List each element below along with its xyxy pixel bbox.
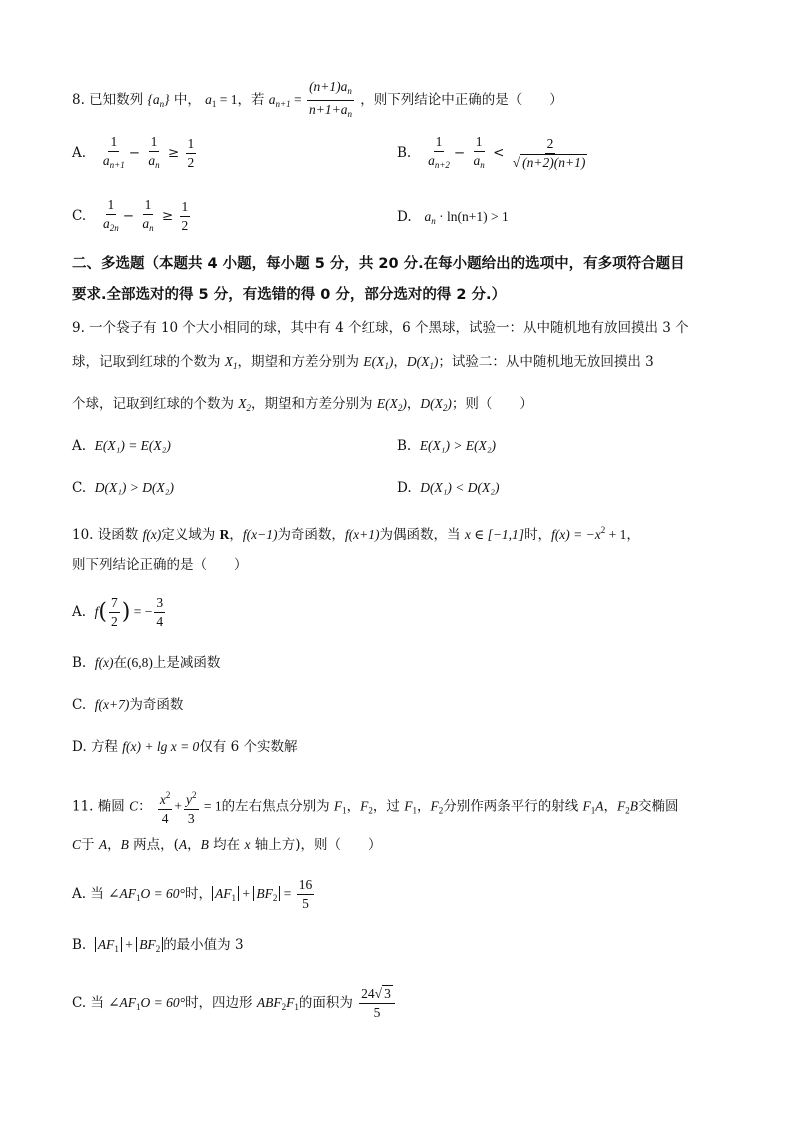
q8-suffix: ，则下列结论中正确的是（ ） [360,92,563,108]
ray2-end: B [629,798,639,814]
q8-stem: 8. 已知数列 $\{a_n\}$ 中， $a_1 = 1$，若 $a_{n+1}$ = $\frac{(n+1)a_n}{n+1+a_n}$ ，则下列结论中正确的是（ ） [72,78,563,123]
frac [140,196,155,237]
focus-f2: F [360,798,369,814]
option-label: A. [72,886,87,902]
option-interval: (6,8) [127,655,153,670]
frac-den: 4 [156,614,164,629]
frac [297,876,315,913]
relation: ≥ [161,208,174,224]
frac-den [146,152,161,174]
den-a: a [148,153,156,168]
frac-num: 1 [108,133,119,152]
den-a: a [142,216,150,231]
q10-math: x ∈ [−1,1] [464,527,525,542]
option-text: 为奇函数 [129,697,184,713]
frac-den [472,152,487,174]
option-expr: f(x+7) [94,697,130,712]
frac [146,133,161,174]
sqrt-radicand: 3 [384,986,391,1001]
q8-rec-num-sub: n [347,86,352,96]
q11-text: 11. 椭圆 [72,798,130,815]
option-expr: f(x) + lg x = 0 [122,739,200,754]
q11-text: 交椭圆 [638,798,679,815]
sub: 1 [294,1002,299,1012]
option-text: 当 ∠ [90,886,120,902]
q8-option-b: B. $\frac{1}{a_{n+2}}$ − $\frac{1}{a_n}$ < $\frac{2}{√ (n+2)(n+1)}$ [397,133,591,174]
frac-num: 1 [149,133,160,152]
expr-rest: · ln(n+1) > 1 [435,209,509,224]
frac [511,135,590,172]
q9-d-x2: $D(X_2)$ [420,396,452,413]
ray2: F [617,798,626,814]
q9-text: ；则（ ） [451,396,533,412]
q11-text: ， [346,798,361,815]
den-sub: 2n [109,223,119,233]
q8-rec-den-sub: n [347,109,352,119]
q11-option-a [72,876,316,913]
q10-text: 为偶函数，当 [379,527,465,543]
q9-line2 [72,352,654,376]
sub: 2 [368,805,373,816]
option-text: 时， [184,886,212,902]
frac-num [158,786,173,810]
abs-text: AF [214,886,232,901]
plus: + [174,798,182,814]
num-coef: 24 [361,986,375,1001]
q11-math: A [178,837,188,852]
frac [101,196,121,237]
q11-text: ， [416,798,431,815]
q10-sup: 2 [600,525,606,535]
frac-den: 2 [111,614,118,629]
option-expr: D(X₁) > D(X₂) [94,480,174,495]
option-label: B. [72,937,87,953]
q11-math: A [98,837,108,852]
option-label: D. [397,209,412,225]
option-label: B. [72,655,87,671]
q8-init-sub: 1 [211,99,217,109]
sub: 1 [114,944,119,954]
frac-num: 1 [180,198,191,217]
q8-rec-den [307,101,354,123]
q11-math: x [244,837,251,852]
den-sub: n [480,160,485,170]
frac [472,133,487,174]
q9-line1: 9. 一个袋子有 10 个大小相同的球，其中有 4 个红球，6 个黑球，试验一：从中随机地有放回摸出 3 个 [72,320,689,336]
plus: + [238,886,254,901]
option-label: D. [397,480,412,496]
equals: = [280,886,295,901]
frac-den: 5 [373,1005,381,1020]
den-a: a [473,153,481,168]
q10-option-d [72,737,297,757]
option-expr: D(X₁) < D(X₂) [420,480,500,495]
q8-rec-fraction [307,78,354,123]
q8-seq [147,92,169,107]
q10-math: + 1 [605,527,627,542]
sub: 2 [281,1002,287,1012]
q9-text: ， [393,354,407,370]
den-sub: n [149,223,154,233]
q8-rec-num [307,78,354,101]
q8-seq-sub: n [159,99,165,109]
q10-math: f(x−1) [242,527,278,542]
sup: 2 [192,790,197,800]
angle-end: O = 60° [140,995,186,1010]
frac-num: 24√ 3 [359,985,395,1004]
option-expr: E(X₁) = E(X₂) [94,438,171,453]
frac [184,786,199,828]
option-expr: E(X₁) > E(X₂) [419,438,497,453]
sub: 1 [590,805,596,816]
q10-text: 定义域为 [161,527,220,543]
q11-text: 均在 [208,837,245,853]
option-text: 的面积为 [298,995,358,1011]
plus: + [121,937,137,952]
q11-text: ， [107,837,121,853]
option-label: C. [72,697,87,713]
q8-rec-num-text: (n+1)a [309,79,348,94]
q11-math: B [200,837,209,852]
option-label: A. [72,438,87,454]
q9-e-x2: $E(X_2)$ [376,396,407,413]
q10-text: 10. 设函数 [72,527,143,543]
option-text: 上是减函数 [152,655,221,671]
q9-text: 个球，记取到红球的个数为 [72,396,239,412]
den-sub: n [155,160,160,170]
q8-mid: 中， [173,92,201,108]
den-a: a [428,153,435,168]
q8-option-a: A. $\frac{1}{a_{n+1}}$ − $\frac{1}{a_n}$ ≥ $\frac{1}{2}$ [72,133,198,174]
q11-text: ，过 [372,798,405,815]
option-eq: = − [130,604,153,619]
frac [180,198,191,235]
q8-option-d [397,207,509,231]
frac [109,594,120,631]
expr-sub: n [431,216,436,226]
q11-text: 于 [81,837,99,853]
frac-den: √ (n+2)(n+1) [512,155,586,170]
frac [101,133,127,174]
q8-rec-lhs: a [268,92,276,107]
ray1: F [582,798,591,814]
q9-text: 球，记取到红球的个数为 [72,354,225,370]
option-label: B. [397,438,412,454]
q9-option-b [397,436,496,456]
angle: AF [119,886,136,901]
frac-den [140,215,155,237]
q8-init-val: = 1，若 [216,92,265,107]
q10-text: 为奇函数， [277,527,345,543]
frac-den [101,215,121,237]
q9-d-x1: $D(X_1)$ [406,354,439,371]
frac-num: 2 [545,135,556,154]
q9-text: ， [406,396,421,412]
abs-text: BF [256,886,273,901]
q11-text: 分别作两条平行的射线 [443,798,583,815]
frac-num [184,786,199,810]
q11-option-b [72,935,244,959]
relation: ≥ [167,145,180,161]
q8-seq-a: {a [147,92,160,107]
q9-e-x1: $E(X_1)$ [363,354,394,371]
option-func: f [94,604,99,619]
frac-den: 4 [161,811,169,826]
section-heading-line1: 二、多选题（本题共 4 小题，每小题 5 分，共 20 分.在每小题给出的选项中，有多项符合题目 [72,256,685,272]
option-label: A. [72,604,87,620]
option-expr: f(x) [94,655,114,670]
abs-text: AF [97,937,115,952]
sqrt-radicand: (n+2)(n+1) [522,155,586,170]
frac-num: 16 [297,876,315,895]
q8-seq-end: } [164,92,170,107]
q8-rec-den-text: n+1+a [309,102,348,117]
q9-line3 [72,394,533,418]
frac [154,594,165,631]
q10-math: f(x+1) [344,527,380,542]
q10-text: ， [229,527,243,543]
var-x: x [159,792,166,807]
option-label: C. [72,208,87,224]
abs-af1 [212,886,239,901]
den-a: a [103,216,110,231]
abs-bf2 [253,886,280,901]
option-text: 的最小值为 3 [163,937,244,953]
angle: AF [119,995,137,1010]
sub: 1 [342,805,347,816]
frac-den: 3 [187,811,195,826]
frac-num: 1 [186,135,197,154]
den-sub: n+2 [434,160,450,170]
q10-text: 时， [524,527,552,543]
q9-text: ，期望和方差分别为 [251,396,377,412]
frac [426,133,452,174]
q11-text: 轴上方)，则（ ） [250,837,382,853]
q8-init: a [205,92,212,107]
option-label: A. [72,145,87,161]
sub: 2 [625,805,630,816]
section-heading-line2: 要求.全部选对的得 5 分，有选错的得 0 分，部分选对的得 2 分.） [72,287,507,303]
sub: 1 [231,893,236,903]
var-y: y [186,792,192,807]
frac-num: 7 [109,594,120,613]
q11-line1: 11. 椭圆 C： $\frac{x^2}{4}$ + $\frac{y^2}{3}$ = 1的左右焦点分别为 $F_1$，$F_2$，过 $F_1$，$F_2$分别作两条平行的射线 $F_1A$，$F_2B$交椭圆 [72,786,679,828]
q11-ellipse-name: C [129,798,139,814]
quad-mid: F [286,995,295,1010]
q11-math: C [72,837,82,852]
frac-den [426,152,452,174]
q9-option-d [397,478,499,498]
q11-text: ， [187,837,201,853]
frac [186,135,197,172]
q9-text: ，期望和方差分别为 [237,354,364,370]
q11-text: 两点，( [128,837,179,853]
frac-den: 5 [302,896,309,911]
q11-text: ： [138,798,152,815]
q10-option-c [72,695,183,715]
angle-end: O = 60° [140,886,185,901]
frac-num: 1 [143,196,154,215]
equals: = 1 [200,798,222,814]
option-text: 在 [113,655,128,671]
frac-num: 1 [474,133,485,152]
option-text: 方程 [90,739,123,755]
focus-f1: F [333,798,343,814]
q9-x1: $X_1$ [224,354,238,371]
sup: 2 [165,790,171,800]
sub: 2 [155,944,161,954]
quad: ABF [256,995,282,1010]
frac-num: 3 [154,594,165,613]
q10-math: f(x) = −x [551,527,601,542]
frac-num: 1 [434,133,445,152]
q11-math: B [120,837,129,852]
frac-num: 1 [106,196,117,215]
relation: < [493,145,505,161]
option-label: B. [397,145,412,161]
option-text: 仅有 6 个实数解 [199,739,298,755]
q10-text: ， [626,527,640,543]
q11-option-c [72,985,397,1022]
q10-option-a: A. f( $\frac{7}{2}$ ) = − $\frac{3}{4}$ [72,595,164,629]
abs-af1 [95,937,122,952]
q9-option-a [72,436,171,456]
frac-den [101,152,127,174]
q9-text: ；试验二：从中随机地无放回摸出 3 [438,354,654,370]
den-sub: n+1 [109,160,125,170]
option-label: D. [72,739,87,755]
q10-option-b [72,653,220,673]
q10-line2: 则下列结论正确的是（ ） [72,557,248,573]
abs-bf2 [136,937,163,952]
sub: 1 [135,893,141,903]
option-text: 时，四边形 [185,995,257,1011]
frac-den: 2 [181,218,189,233]
q10-real-set: R [219,527,230,542]
q8-prefix: 8. 已知数列 [72,92,144,108]
frac [158,786,173,828]
sub: 1 [136,1002,141,1012]
sub: 2 [272,893,278,903]
q8-option-c: C. $\frac{1}{a_{2n}}$ − $\frac{1}{a_n}$ ≥ $\frac{1}{2}$ [72,196,192,237]
ray1-end: A [595,798,604,814]
option-text: 当 ∠ [90,995,120,1011]
frac [359,985,395,1022]
option-label: C. [72,995,87,1011]
q9-x2: $X_2$ [238,396,252,413]
q11-text: 的左右焦点分别为 [221,798,334,815]
abs-text: BF [139,937,156,952]
q11-line2 [72,835,382,855]
q9-option-c [72,478,174,498]
expr-a: a [424,209,432,224]
den-a: a [102,153,110,168]
frac-den: 2 [187,155,195,170]
q10-line1 [72,520,640,545]
q8-rec-lhs-sub: n+1 [275,99,291,109]
q10-math: f(x) [142,527,162,542]
option-label: C. [72,480,87,496]
